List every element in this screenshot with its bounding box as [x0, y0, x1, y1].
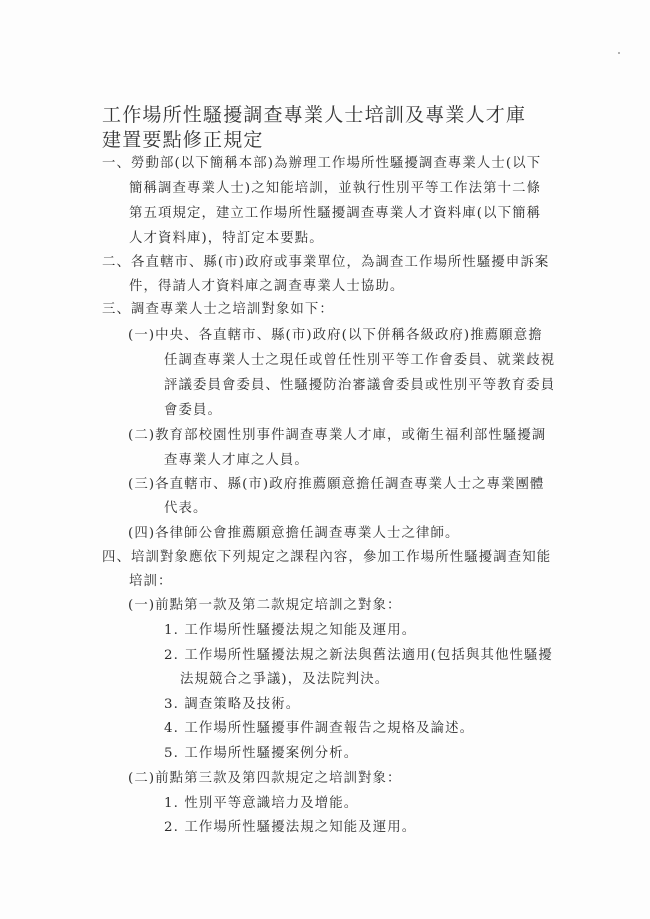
title-line-1: 工作場所性騷擾調查專業人士培訓及專業人才庫 — [102, 104, 527, 126]
text-line: 人才資料庫)，特訂定本要點。 — [129, 231, 324, 246]
text-line: 查專業人才庫之人員。 — [164, 453, 309, 468]
text-line: (三)各直轄市、縣(市)政府推薦願意擔任調查專業人士之專業團體 — [128, 477, 545, 492]
text-line: 3. 調查策略及技術。 — [164, 697, 301, 712]
text-line: 2. 工作場所性騷擾法規之知能及運用。 — [164, 820, 417, 835]
text-line: 二、各直轄市、縣(市)政府或事業單位，為調查工作場所性騷擾申訴案 — [102, 255, 550, 270]
text-line: 代表。 — [164, 501, 208, 516]
text-line: 培訓： — [129, 574, 173, 589]
text-line: 2. 工作場所性騷擾法規之新法與舊法適用(包括與其他性騷擾 — [164, 648, 553, 663]
text-line: 第五項規定，建立工作場所性騷擾調查專業人才資料庫(以下簡稱 — [129, 206, 542, 221]
text-line: 任調查專業人士之現任或曾任性別平等工作會委員、就業歧視 — [164, 353, 556, 368]
text-line: (一)中央、各直轄市、縣(市)政府(以下併稱各級政府)推薦願意擔 — [128, 328, 543, 343]
text-line: 法規競合之爭議)，及法院判決。 — [180, 672, 390, 687]
document-title — [102, 103, 602, 153]
scan-speck — [618, 52, 620, 54]
text-line: (一)前點第一款及第二款規定培訓之對象： — [128, 598, 402, 613]
text-line: (二)教育部校園性別事件調查專業人才庫，或衛生福利部性騷擾調 — [128, 428, 547, 443]
text-line: (二)前點第三款及第四款規定之培訓對象： — [128, 771, 402, 786]
text-line: 1. 工作場所性騷擾法規之知能及運用。 — [164, 623, 417, 638]
text-line: 5. 工作場所性騷擾案例分析。 — [164, 746, 359, 761]
text-line: 4. 工作場所性騷擾事件調查報告之規格及論述。 — [164, 721, 475, 736]
text-line: 四、培訓對象應依下列規定之課程內容，參加工作場所性騷擾調查知能 — [102, 550, 552, 565]
text-line: (四)各律師公會推薦願意擔任調查專業人士之律師。 — [128, 526, 460, 541]
text-line: 件，得請人才資料庫之調查專業人士協助。 — [129, 279, 405, 294]
text-line: 會委員。 — [164, 403, 222, 418]
text-line: 1. 性別平等意識培力及增能。 — [164, 796, 359, 811]
title-line-2: 建置要點修正規定 — [102, 129, 264, 151]
text-line: 一、勞動部(以下簡稱本部)為辦理工作場所性騷擾調查專業人士(以下 — [102, 156, 542, 171]
text-line: 三、調查專業人士之培訓對象如下： — [102, 302, 334, 317]
text-line: 評議委員會委員、性騷擾防治審議會委員或性別平等教育委員 — [164, 378, 556, 393]
text-line: 簡稱調查專業人士)之知能培訓，並執行性別平等工作法第十二條 — [129, 181, 542, 196]
